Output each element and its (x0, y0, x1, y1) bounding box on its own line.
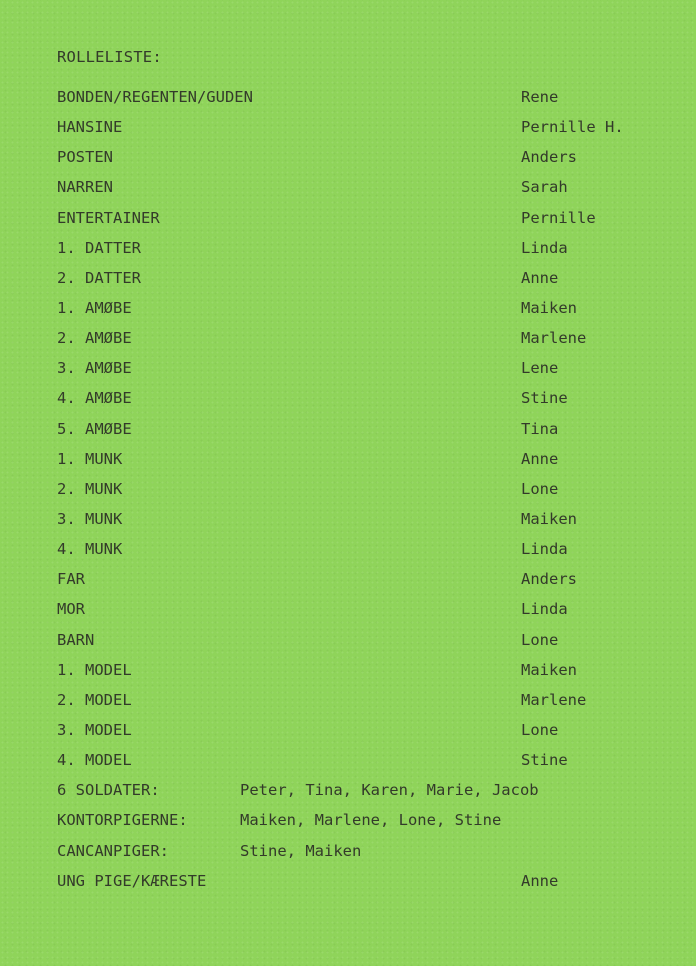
cast-row (57, 721, 677, 751)
role-name: 3. MODEL (57, 720, 132, 739)
actor-name: Anne (521, 871, 559, 890)
role-name: 4. MUNK (57, 540, 123, 559)
role-name: 4. MODEL (57, 751, 132, 770)
role-name: BONDEN/REGENTEN/GUDEN (57, 88, 253, 106)
group-row (57, 842, 677, 872)
actor-name: Stine (521, 389, 568, 408)
cast-row (57, 209, 677, 239)
cast-row (57, 661, 677, 691)
role-name: 1. DATTER (57, 238, 141, 257)
actor-name: Anne (521, 268, 559, 287)
actor-name: Lone (521, 479, 559, 498)
group-actors: Peter, Tina, Karen, Marie, Jacob (240, 781, 539, 800)
group-actors: Stine, Maiken (240, 841, 362, 860)
actor-name: Maiken (521, 509, 577, 528)
actor-name: Anders (521, 570, 577, 589)
actor-name: Pernille (521, 208, 596, 227)
cast-row (57, 239, 677, 269)
role-name: 3. AMØBE (57, 359, 132, 378)
cast-list (57, 88, 677, 902)
cast-row (57, 691, 677, 721)
cast-row (57, 751, 677, 781)
actor-name: Sarah (521, 178, 568, 197)
cast-row (57, 178, 677, 208)
actor-name: Lene (521, 359, 559, 378)
cast-row (57, 148, 677, 178)
group-role-name: 6 SOLDATER: (57, 781, 160, 800)
role-name: 2. MODEL (57, 690, 132, 709)
role-name: UNG PIGE/KÆRESTE (57, 871, 207, 890)
actor-name: Rene (521, 88, 559, 106)
role-name: 3. MUNK (57, 509, 123, 528)
role-name: ENTERTAINER (57, 208, 160, 227)
group-role-name: CANCANPIGER: (57, 841, 169, 860)
role-name: HANSINE (57, 118, 123, 137)
group-row (57, 781, 677, 811)
role-name: FAR (57, 570, 85, 589)
role-name: MOR (57, 600, 85, 619)
cast-row (57, 480, 677, 510)
cast-row (57, 420, 677, 450)
cast-row (57, 118, 677, 148)
cast-row (57, 540, 677, 570)
group-row (57, 811, 677, 841)
role-name: 2. AMØBE (57, 329, 132, 348)
actor-name: Anne (521, 449, 559, 468)
cast-row (57, 299, 677, 329)
group-actors: Maiken, Marlene, Lone, Stine (240, 811, 502, 830)
cast-row (57, 88, 677, 118)
cast-row (57, 600, 677, 630)
actor-name: Maiken (521, 660, 577, 679)
role-name: 1. AMØBE (57, 298, 132, 317)
cast-row (57, 631, 677, 661)
actor-name: Linda (521, 540, 568, 559)
role-name: 2. MUNK (57, 479, 123, 498)
role-name: 1. MUNK (57, 449, 123, 468)
actor-name: Stine (521, 751, 568, 770)
cast-row (57, 389, 677, 419)
group-role-name: KONTORPIGERNE: (57, 811, 188, 830)
actor-name: Maiken (521, 298, 577, 317)
actor-name: Lone (521, 720, 559, 739)
cast-row (57, 570, 677, 600)
actor-name: Linda (521, 600, 568, 619)
actor-name: Marlene (521, 329, 587, 348)
role-name: NARREN (57, 178, 113, 197)
cast-row (57, 510, 677, 540)
page-title: ROLLELISTE: (57, 48, 162, 66)
actor-name: Pernille H. (521, 118, 624, 137)
cast-row (57, 329, 677, 359)
cast-row (57, 359, 677, 389)
role-name: 5. AMØBE (57, 419, 132, 438)
role-name: 2. DATTER (57, 268, 141, 287)
role-name: 1. MODEL (57, 660, 132, 679)
role-name: BARN (57, 630, 95, 649)
actor-name: Anders (521, 148, 577, 167)
role-name: POSTEN (57, 148, 113, 167)
cast-row (57, 450, 677, 480)
actor-name: Linda (521, 238, 568, 257)
role-name: 4. AMØBE (57, 389, 132, 408)
actor-name: Tina (521, 419, 559, 438)
cast-row (57, 872, 677, 902)
actor-name: Marlene (521, 690, 587, 709)
cast-row (57, 269, 677, 299)
actor-name: Lone (521, 630, 559, 649)
